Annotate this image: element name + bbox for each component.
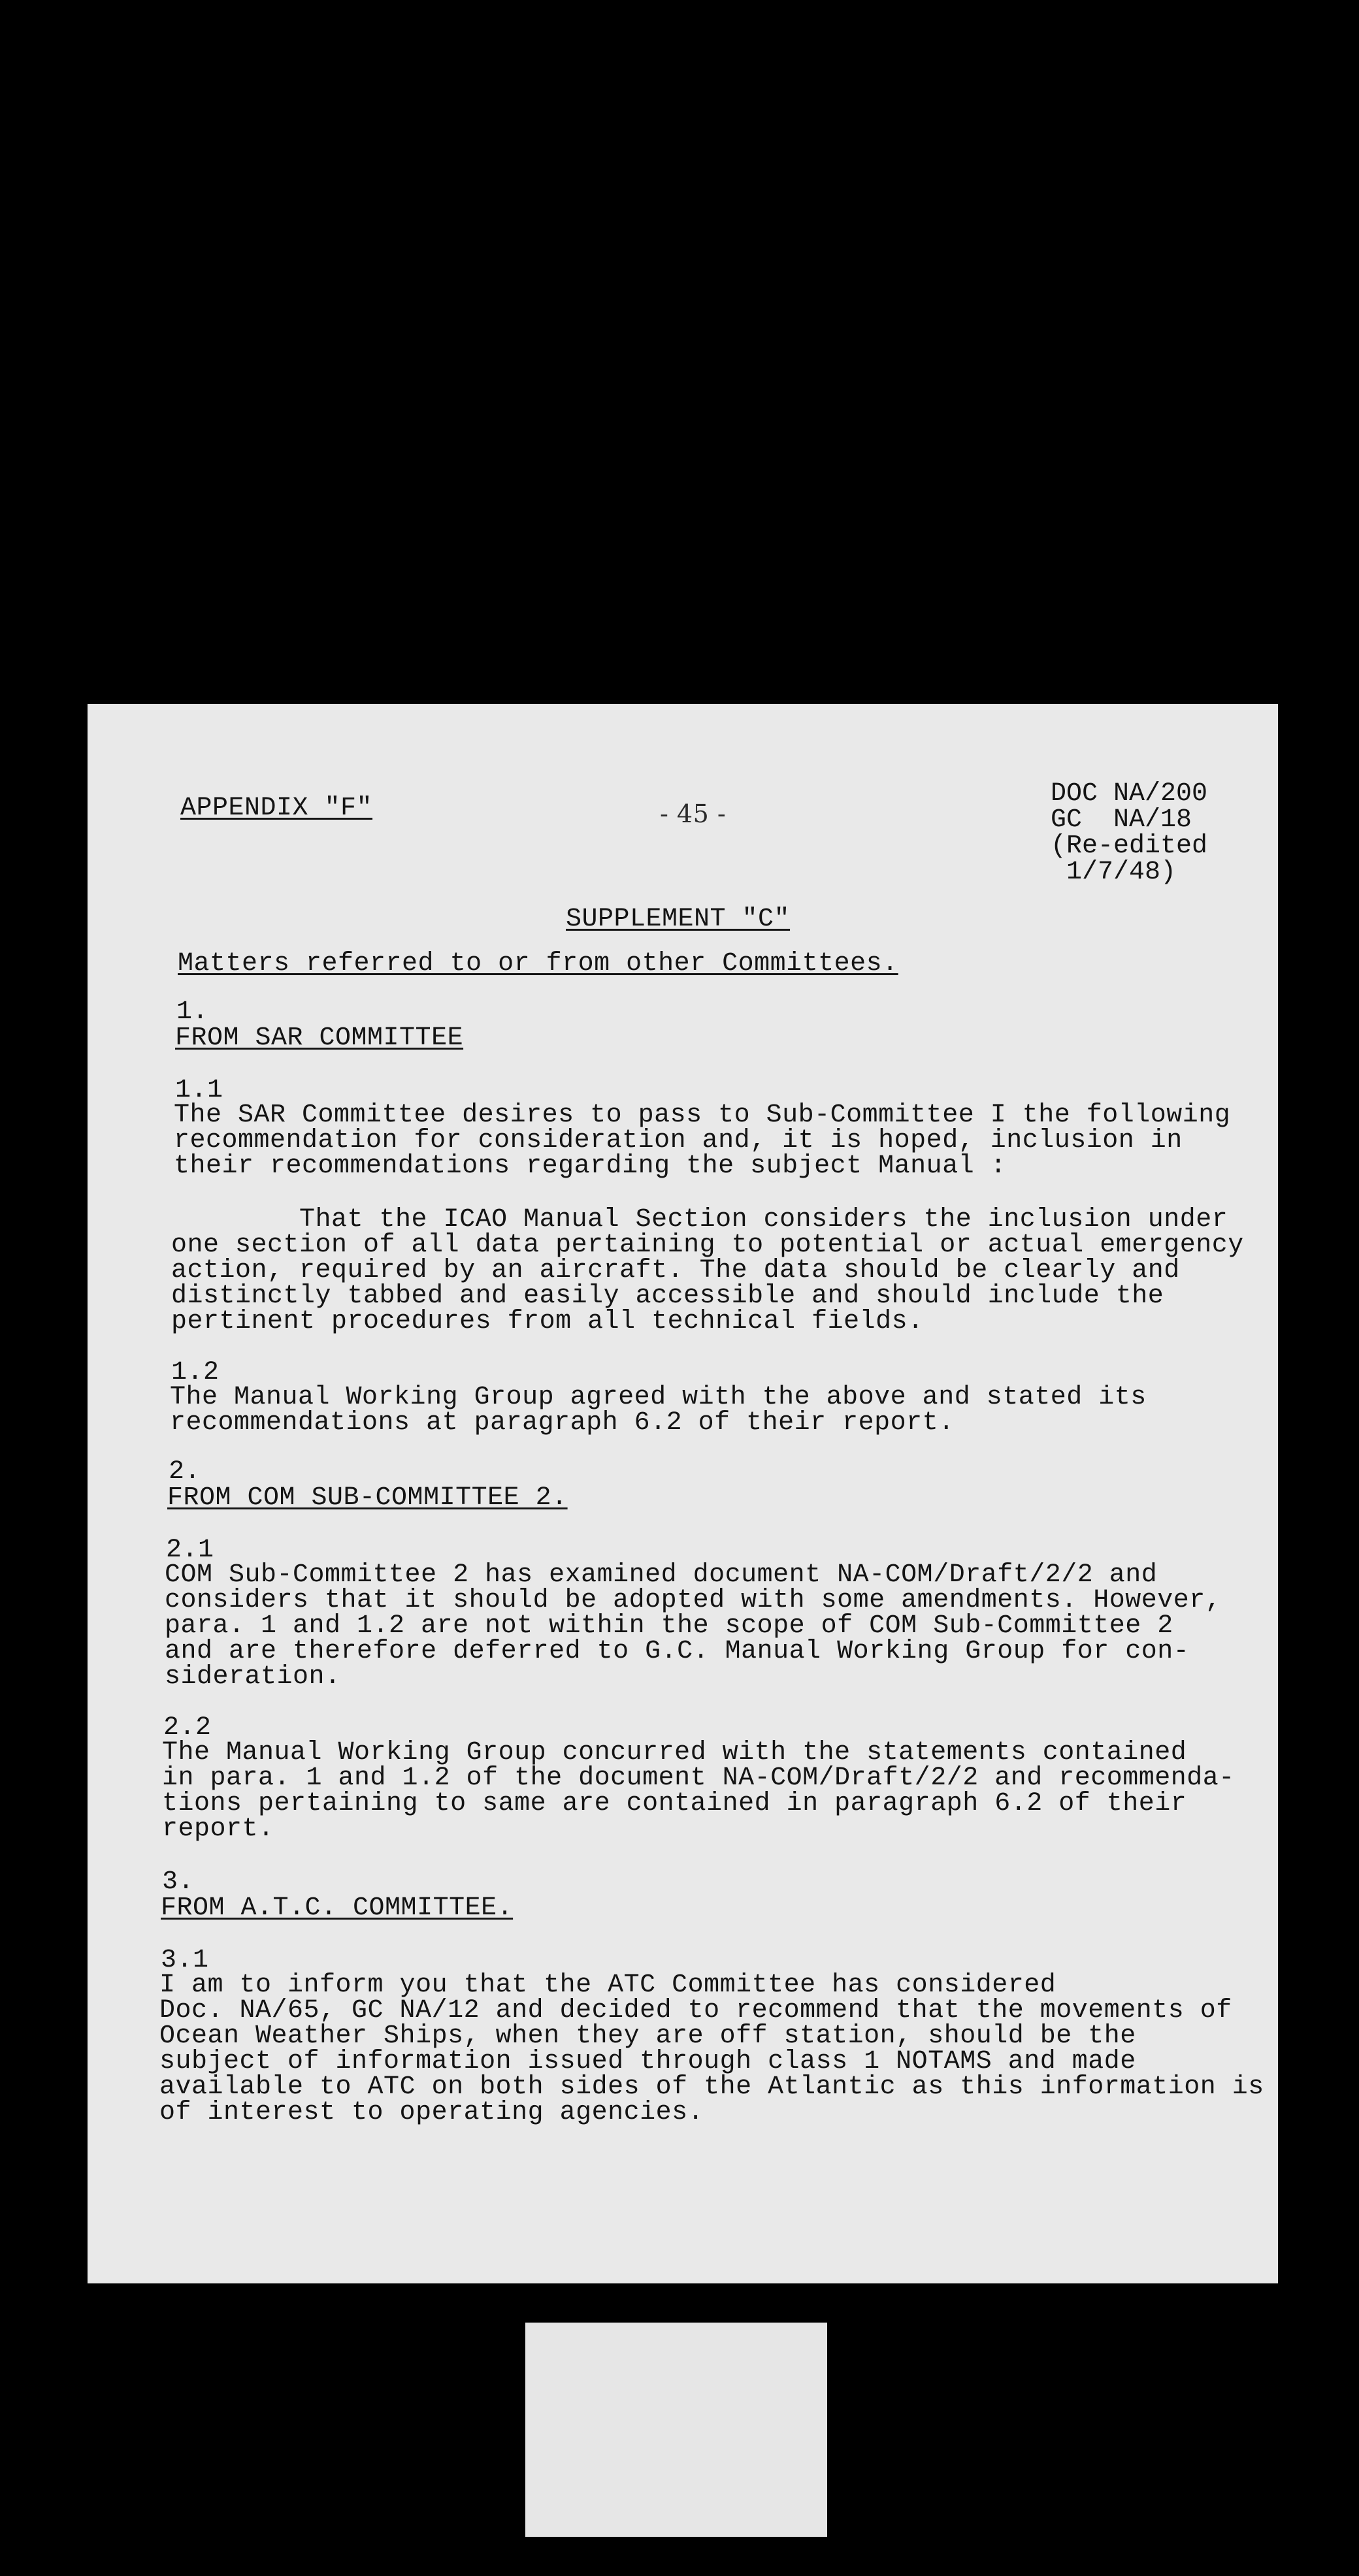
subsection-number: 3.1 bbox=[161, 1946, 209, 1975]
subsection-number: 2.1 bbox=[166, 1536, 214, 1565]
paragraph-line: recommendations at paragraph 6.2 of their report. bbox=[170, 1408, 955, 1438]
paragraph-line: pertinent procedures from all technical fields. bbox=[171, 1307, 924, 1336]
paragraph-line: tions pertaining to same are contained in paragraph 6.2 of their bbox=[162, 1789, 1187, 1818]
paragraph bbox=[159, 1972, 1264, 2125]
section-title: FROM A.T.C. COMMITTEE. bbox=[161, 1893, 514, 1923]
quoted-recommendation bbox=[171, 1207, 1244, 1334]
paragraph-line: sideration. bbox=[165, 1662, 341, 1692]
doc-ref-line: (Re-edited bbox=[1051, 831, 1208, 861]
doc-ref-line: 1/7/48) bbox=[1051, 858, 1177, 887]
paragraph-line: The SAR Committee desires to pass to Sub-Committee I the following bbox=[174, 1101, 1231, 1130]
paragraph-line: distinctly tabbed and easily accessible and should include the bbox=[171, 1281, 1164, 1311]
section-number: 2. bbox=[169, 1457, 201, 1487]
section-number: 1. bbox=[176, 997, 209, 1027]
subsection-number: 1.1 bbox=[175, 1076, 223, 1105]
paragraph-line: The Manual Working Group concurred with the statements contained bbox=[162, 1738, 1187, 1767]
subject-heading: Matters referred to or from other Committees. bbox=[178, 949, 898, 978]
paragraph bbox=[170, 1385, 1147, 1436]
paragraph-line: their recommendations regarding the subject Manual : bbox=[174, 1151, 1007, 1181]
paragraph-line: Doc. NA/65, GC NA/12 and decided to recommend that the movements of bbox=[159, 1996, 1232, 2025]
section-number: 3. bbox=[162, 1867, 195, 1897]
subsection-number: 2.2 bbox=[163, 1713, 212, 1743]
paragraph-line: The Manual Working Group agreed with the above and stated its bbox=[170, 1383, 1147, 1412]
paragraph bbox=[165, 1562, 1221, 1690]
paragraph-line: Ocean Weather Ships, when they are off station, should be the bbox=[159, 2021, 1136, 2051]
paragraph-line: para. 1 and 1.2 are not within the scope of COM Sub-Committee 2 bbox=[165, 1611, 1173, 1641]
paragraph-line: That the ICAO Manual Section considers the inclusion under bbox=[171, 1205, 1228, 1234]
document-reference-block bbox=[1051, 781, 1247, 886]
doc-ref-line: GC NA/18 bbox=[1051, 805, 1192, 835]
subsection-number: 1.2 bbox=[171, 1358, 220, 1387]
blank-card bbox=[525, 2323, 827, 2537]
section-title: FROM SAR COMMITTEE bbox=[175, 1023, 464, 1053]
paragraph-line: of interest to operating agencies. bbox=[159, 2098, 704, 2127]
document-page bbox=[88, 704, 1278, 2283]
paragraph bbox=[162, 1740, 1235, 1842]
paragraph-line: one section of all data pertaining to potential or actual emergency bbox=[171, 1231, 1244, 1260]
paragraph-line: available to ATC on both sides of the Atlantic as this information is bbox=[159, 2072, 1264, 2102]
supplement-title: SUPPLEMENT "C" bbox=[566, 905, 791, 934]
appendix-label: APPENDIX "F" bbox=[180, 794, 373, 823]
paragraph-line: and are therefore deferred to G.C. Manual Working Group for con- bbox=[165, 1637, 1190, 1666]
paragraph-line: I am to inform you that the ATC Committee has considered bbox=[159, 1971, 1056, 2000]
paragraph-line: report. bbox=[162, 1814, 274, 1844]
paragraph-line: recommendation for consideration and, it is hoped, inclusion in bbox=[174, 1126, 1183, 1155]
paragraph-line: subject of information issued through class 1 NOTAMS and made bbox=[159, 2047, 1136, 2076]
paragraph-line: considers that it should be adopted with some amendments. However, bbox=[165, 1586, 1222, 1615]
paragraph-line: COM Sub-Committee 2 has examined document NA-COM/Draft/2/2 and bbox=[165, 1560, 1158, 1590]
paragraph-line: action, required by an aircraft. The data should be clearly and bbox=[171, 1256, 1180, 1285]
paragraph-line: in para. 1 and 1.2 of the document NA-COM/Draft/2/2 and recommenda- bbox=[162, 1763, 1235, 1793]
section-title: FROM COM SUB-COMMITTEE 2. bbox=[167, 1483, 568, 1513]
paragraph bbox=[174, 1103, 1230, 1179]
page-number: - 45 - bbox=[660, 799, 727, 828]
doc-ref-line: DOC NA/200 bbox=[1051, 779, 1208, 809]
